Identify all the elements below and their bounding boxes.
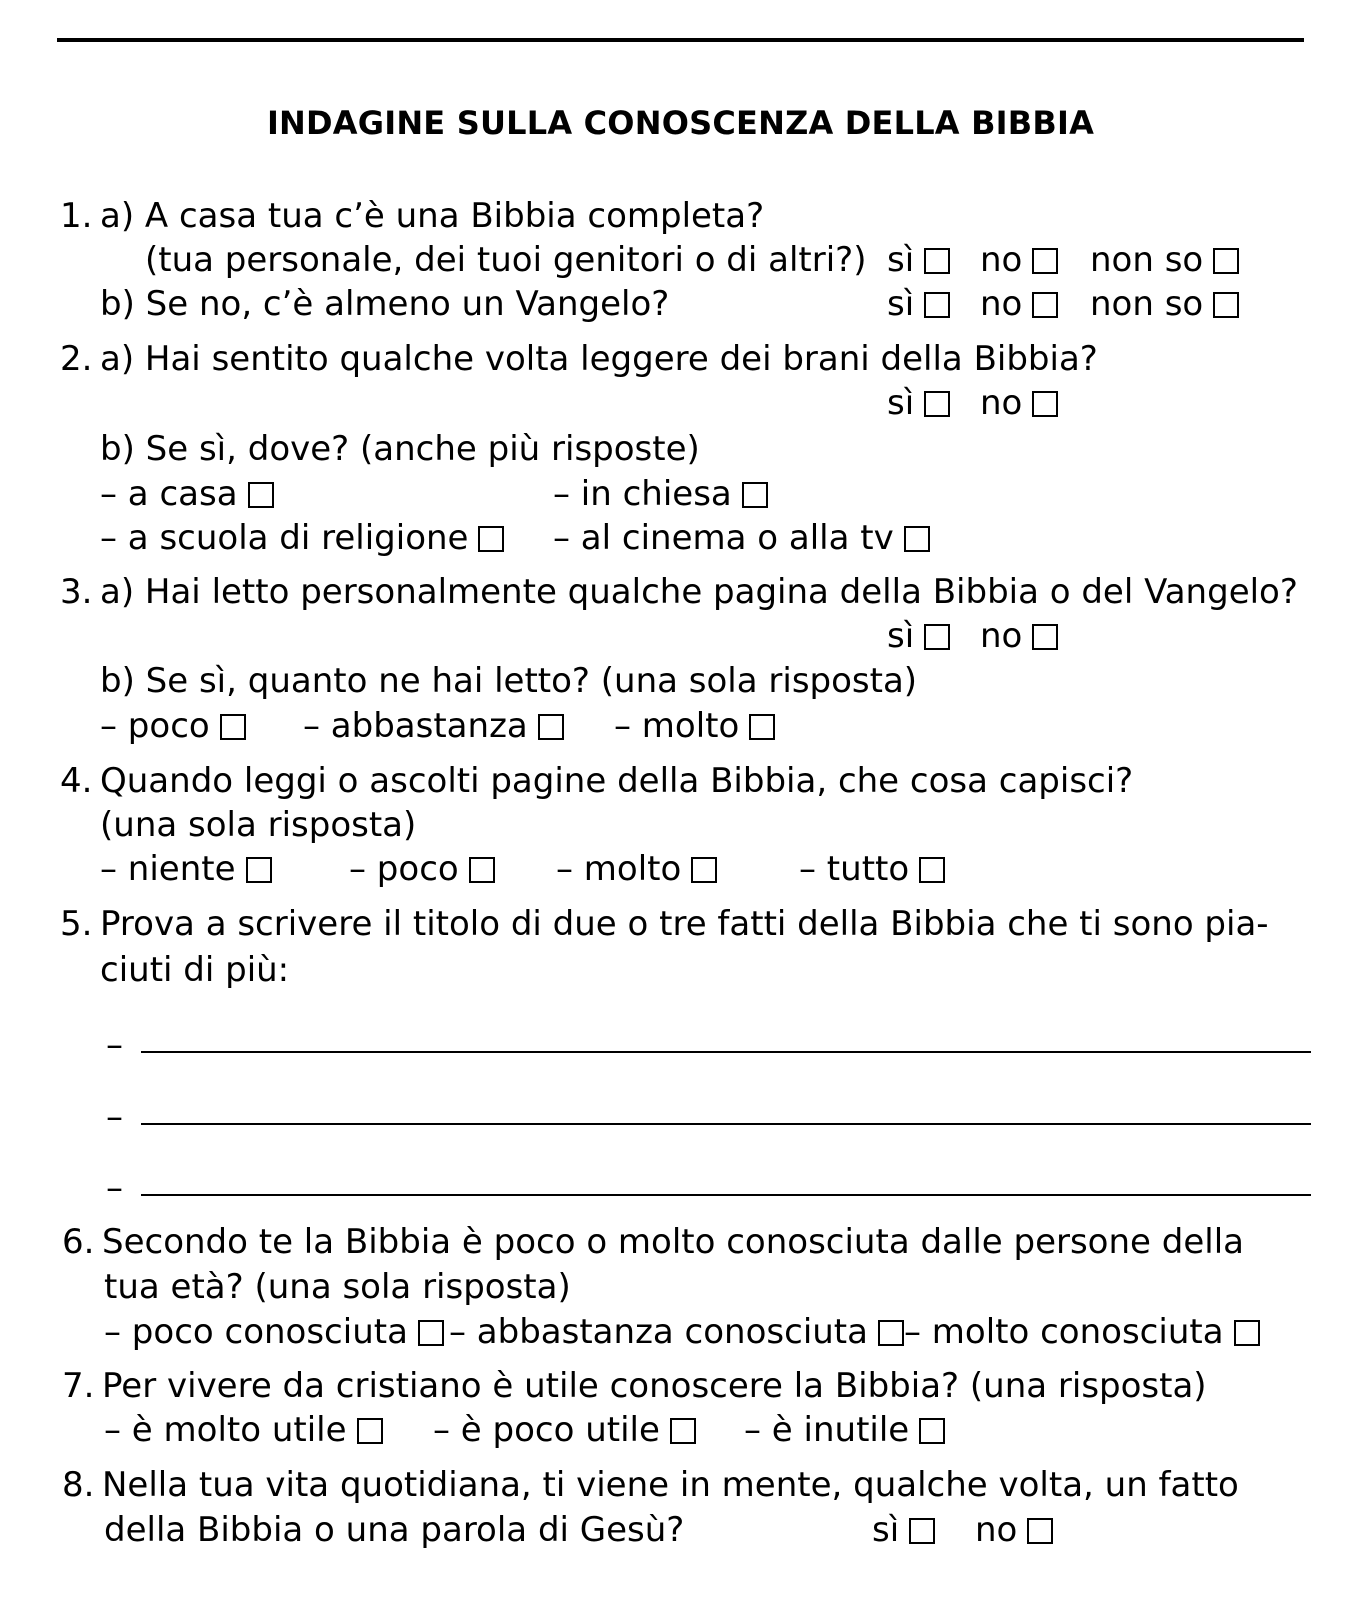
q2a-no-option	[980, 383, 1058, 423]
q6-option-poco	[104, 1312, 444, 1352]
q4-option-poco	[349, 849, 495, 889]
q1a-si-option	[887, 240, 950, 280]
q2-option-cinema-checkbox[interactable]	[904, 526, 930, 552]
q6-option-poco-checkbox[interactable]	[418, 1320, 444, 1346]
q2a-si-option	[887, 383, 950, 423]
q6-text: Secondo te la Bibbia è poco o molto conosciuta dalle persone della	[102, 1222, 1244, 1262]
q1b-nonso-checkbox[interactable]	[1213, 292, 1239, 318]
q3-option-abbastanza	[303, 706, 564, 746]
q2-a-text: a) Hai sentito qualche volta leggere dei brani della Bibbia?	[100, 339, 1098, 379]
q2-option-cinema	[553, 518, 930, 558]
q1b-si-label: sì	[887, 284, 915, 324]
q1a-no-label: no	[980, 240, 1023, 280]
q2-number: 2.	[60, 339, 93, 379]
q3-number: 3.	[60, 572, 93, 612]
q2-option-chiesa-label: – in chiesa	[553, 474, 732, 514]
q1b-no-label: no	[980, 284, 1023, 324]
q2-b-text: b) Se sì, dove? (anche più risposte)	[100, 429, 700, 469]
q7-option-poco-utile-label: – è poco utile	[433, 1410, 660, 1450]
q4-option-molto-checkbox[interactable]	[691, 857, 717, 883]
q1b-no-checkbox[interactable]	[1032, 292, 1058, 318]
q2-option-scuola-label: – a scuola di religione	[100, 518, 469, 558]
q4-option-tutto-checkbox[interactable]	[919, 857, 945, 883]
q1-a-subtext: (tua personale, dei tuoi genitori o di altri?)	[145, 240, 867, 280]
q5-answer-dash-1: –	[106, 1025, 123, 1065]
q3-line-a	[60, 572, 1298, 612]
q2-option-chiesa	[553, 474, 768, 514]
q7-option-inutile-checkbox[interactable]	[919, 1418, 945, 1444]
q7-option-molto-utile	[104, 1410, 383, 1450]
q1b-si-checkbox[interactable]	[924, 292, 950, 318]
q4-number: 4.	[60, 761, 93, 801]
q4-option-tutto-label: – tutto	[799, 849, 910, 889]
q8-line-2: della Bibbia o una parola di Gesù?	[104, 1510, 685, 1550]
q2a-si-label: sì	[887, 383, 915, 423]
q6-number: 6.	[62, 1222, 95, 1262]
q3-option-poco	[100, 706, 246, 746]
q1a-nonso-label: non so	[1090, 240, 1204, 280]
q6-option-abbastanza-checkbox[interactable]	[878, 1320, 904, 1346]
q7-number: 7.	[62, 1366, 95, 1406]
q8-no-option	[975, 1510, 1053, 1550]
q4-line-2: (una sola risposta)	[100, 805, 417, 845]
q1a-no-checkbox[interactable]	[1032, 248, 1058, 274]
q4-option-niente-checkbox[interactable]	[246, 857, 272, 883]
q4-line-1	[60, 761, 1133, 801]
q6-option-abbastanza-label: – abbastanza conosciuta	[449, 1312, 868, 1352]
q5-text: Prova a scrivere il titolo di due o tre fatti della Bibbia che ti sono pia-	[100, 904, 1269, 944]
q4-option-poco-checkbox[interactable]	[469, 857, 495, 883]
q3a-si-label: sì	[887, 616, 915, 656]
q5-number: 5.	[60, 904, 93, 944]
q5-answer-dash-2: –	[106, 1097, 123, 1137]
q7-option-inutile-label: – è inutile	[744, 1410, 910, 1450]
q3-option-molto-checkbox[interactable]	[749, 714, 775, 740]
q3-option-molto-label: – molto	[614, 706, 740, 746]
q7-option-poco-utile	[433, 1410, 696, 1450]
q6-option-molto	[904, 1312, 1260, 1352]
q5-line-2: ciuti di più:	[100, 950, 290, 990]
q3a-no-label: no	[980, 616, 1023, 656]
top-rule	[57, 38, 1304, 42]
q1b-nonso-label: non so	[1090, 284, 1204, 324]
q1-line-a	[60, 196, 764, 236]
q7-option-molto-utile-label: – è molto utile	[104, 1410, 347, 1450]
q8-si-checkbox[interactable]	[909, 1518, 935, 1544]
q3-option-poco-checkbox[interactable]	[220, 714, 246, 740]
q4-option-poco-label: – poco	[349, 849, 459, 889]
q4-option-niente	[100, 849, 272, 889]
q6-option-molto-checkbox[interactable]	[1234, 1320, 1260, 1346]
q8-si-option	[872, 1510, 935, 1550]
q1a-si-checkbox[interactable]	[924, 248, 950, 274]
q2a-no-checkbox[interactable]	[1032, 391, 1058, 417]
q3-option-abbastanza-checkbox[interactable]	[538, 714, 564, 740]
q2-option-chiesa-checkbox[interactable]	[742, 482, 768, 508]
q2-option-scuola	[100, 518, 504, 558]
q3-option-molto	[614, 706, 775, 746]
q7-option-poco-utile-checkbox[interactable]	[670, 1418, 696, 1444]
q2-option-casa-checkbox[interactable]	[248, 482, 274, 508]
q3-option-poco-label: – poco	[100, 706, 210, 746]
q8-no-label: no	[975, 1510, 1018, 1550]
q5-line-1	[60, 904, 1269, 944]
q3-b-text: b) Se sì, quanto ne hai letto? (una sola risposta)	[100, 661, 918, 701]
q2a-no-label: no	[980, 383, 1023, 423]
q8-line-1	[62, 1465, 1239, 1505]
q7-line-1	[62, 1366, 1207, 1406]
q6-option-molto-label: – molto conosciuta	[904, 1312, 1224, 1352]
q3a-si-option	[887, 616, 950, 656]
q2-option-casa	[100, 474, 274, 514]
page-title: INDAGINE SULLA CONOSCENZA DELLA BIBBIA	[266, 104, 1095, 142]
q5-answer-dash-3: –	[106, 1168, 123, 1208]
q8-number: 8.	[62, 1465, 95, 1505]
q3a-no-checkbox[interactable]	[1032, 624, 1058, 650]
q4-option-molto-label: – molto	[556, 849, 682, 889]
q6-line-1	[62, 1222, 1244, 1262]
q6-option-poco-label: – poco conosciuta	[104, 1312, 408, 1352]
q2-line-a	[60, 339, 1098, 379]
q2a-si-checkbox[interactable]	[924, 391, 950, 417]
q3-a-text: a) Hai letto personalmente qualche pagina della Bibbia o del Vangelo?	[100, 572, 1298, 612]
q3a-si-checkbox[interactable]	[924, 624, 950, 650]
q1-b-text: b) Se no, c’è almeno un Vangelo?	[100, 284, 670, 324]
q2-option-scuola-checkbox[interactable]	[478, 526, 504, 552]
q1a-si-label: sì	[887, 240, 915, 280]
q5-answer-line-1[interactable]	[141, 1051, 1311, 1053]
q4-option-molto	[556, 849, 717, 889]
q1b-nonso-option	[1090, 284, 1239, 324]
q5-answer-line-3[interactable]	[141, 1194, 1311, 1196]
q2-option-casa-label: – a casa	[100, 474, 238, 514]
q5-answer-line-2[interactable]	[141, 1123, 1311, 1125]
q6-option-abbastanza	[449, 1312, 904, 1352]
q1-number: 1.	[60, 196, 93, 236]
q1b-si-option	[887, 284, 950, 324]
q2-option-cinema-label: – al cinema o alla tv	[553, 518, 894, 558]
q7-option-inutile	[744, 1410, 945, 1450]
q7-option-molto-utile-checkbox[interactable]	[357, 1418, 383, 1444]
q1a-nonso-option	[1090, 240, 1239, 280]
q1a-no-option	[980, 240, 1058, 280]
q8-text: Nella tua vita quotidiana, ti viene in mente, qualche volta, un fatto	[102, 1465, 1239, 1505]
q6-line-2: tua età? (una sola risposta)	[104, 1267, 571, 1307]
q7-text: Per vivere da cristiano è utile conoscere la Bibbia? (una risposta)	[102, 1366, 1207, 1406]
q8-no-checkbox[interactable]	[1027, 1518, 1053, 1544]
q1-a-text: a) A casa tua c’è una Bibbia completa?	[100, 196, 765, 236]
q3a-no-option	[980, 616, 1058, 656]
q3-option-abbastanza-label: – abbastanza	[303, 706, 528, 746]
q4-option-tutto	[799, 849, 945, 889]
q4-text: Quando leggi o ascolti pagine della Bibbia, che cosa capisci?	[100, 761, 1134, 801]
q1a-nonso-checkbox[interactable]	[1213, 248, 1239, 274]
q4-option-niente-label: – niente	[100, 849, 236, 889]
q1b-no-option	[980, 284, 1058, 324]
q8-si-label: sì	[872, 1510, 900, 1550]
